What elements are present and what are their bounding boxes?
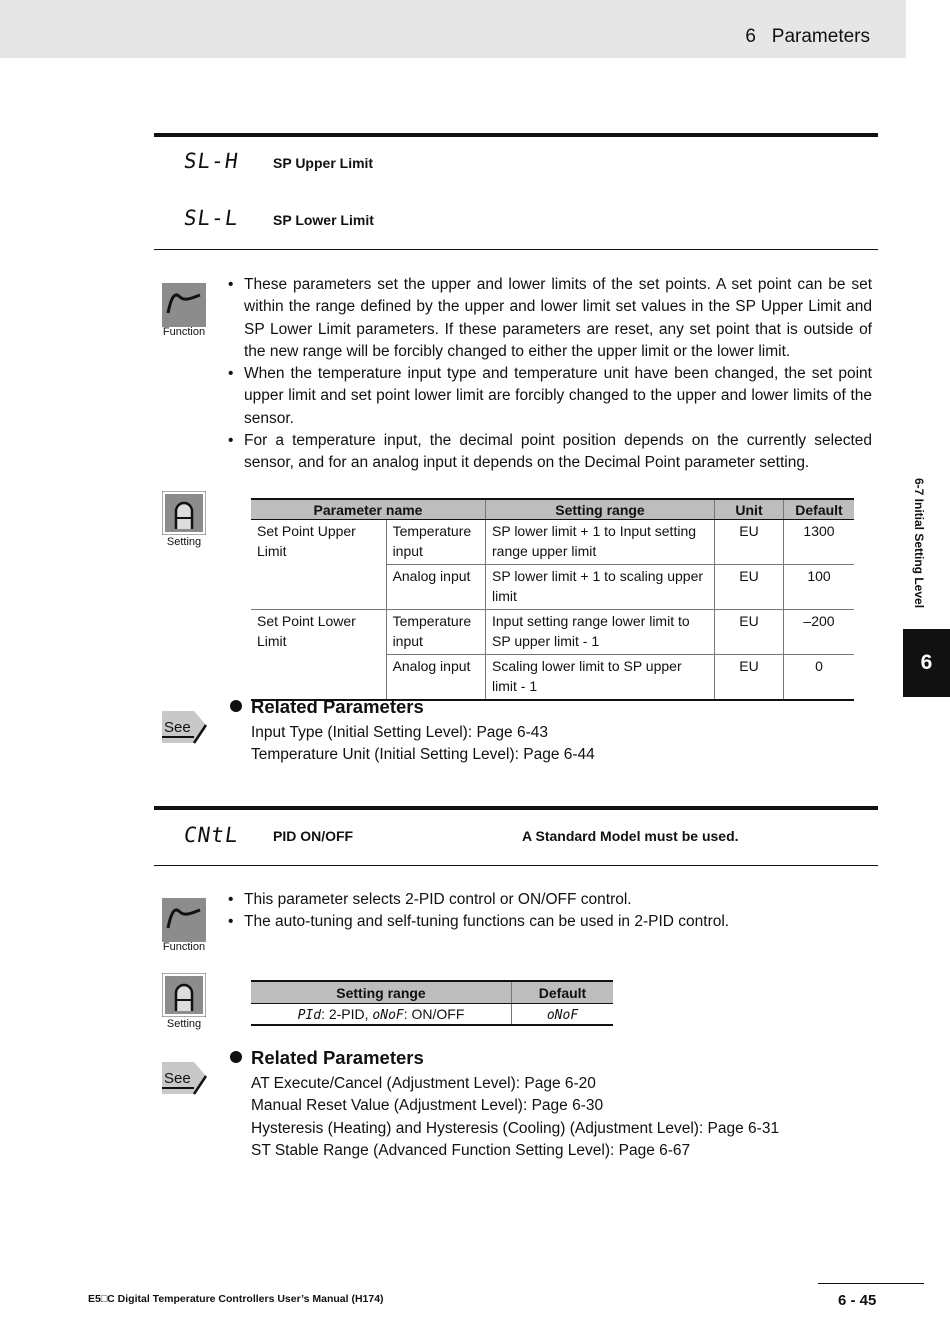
cell-range: Input setting range lower limit to SP upper limit - 1	[486, 610, 715, 655]
model-note: A Standard Model must be used.	[522, 828, 739, 844]
bullet-item: • When the temperature input type and temperature unit have been changed, the set point upper limit and set point lower limit are forcibly changed to the upper and lower limits of the sensor.	[228, 363, 872, 430]
side-level-label	[906, 478, 932, 638]
section-rule-top	[154, 133, 878, 137]
th-setting-range: Setting range	[486, 499, 715, 520]
function-bullets-2	[228, 889, 872, 934]
see-icon	[160, 703, 208, 749]
cell-unit: EU	[715, 610, 784, 655]
section-rule-bottom	[154, 249, 878, 250]
seg-code-default: oNoF	[546, 1007, 579, 1023]
cell-input: Analog input	[386, 655, 485, 701]
function-icon-label: Function	[162, 941, 206, 953]
param-code-cntl: CNtL	[182, 823, 241, 847]
section2-rule-top	[154, 806, 878, 810]
cell-default: 100	[784, 565, 855, 610]
th-parameter-name: Parameter name	[251, 499, 486, 520]
related-item: Temperature Unit (Initial Setting Level): Page 6-44	[251, 746, 595, 764]
related-item: Input Type (Initial Setting Level): Page 6-43	[251, 724, 548, 741]
related-list-2	[251, 1073, 779, 1162]
cell-default: –200	[784, 610, 855, 655]
table-row	[251, 1004, 613, 1026]
setting-icon-label: Setting	[166, 1018, 202, 1030]
cell-param: Set Point Upper Limit	[251, 520, 386, 610]
related-parameters-heading	[230, 696, 424, 718]
cell-unit: EU	[715, 655, 784, 701]
page-number: 6 - 45	[838, 1292, 877, 1309]
cell-range: Scaling lower limit to SP upper limit - 1	[486, 655, 715, 701]
related-item: ST Stable Range (Advanced Function Setting Level): Page 6-67	[251, 1141, 691, 1159]
function-icon-label: Function	[162, 326, 206, 338]
param-code-sl-l: SL-L	[182, 206, 241, 230]
setting-icon-label: Setting	[166, 536, 202, 548]
seg-code-pid: PId	[297, 1007, 322, 1023]
function-icon	[162, 283, 206, 327]
table-row	[251, 520, 854, 565]
related-item: Manual Reset Value (Adjustment Level): Page 6-30	[251, 1097, 604, 1115]
see-icon	[160, 1054, 208, 1100]
parameter-table	[251, 498, 854, 701]
th-default: Default	[512, 981, 614, 1004]
bullet-item: • The auto-tuning and self-tuning functions can be used in 2-PID control.	[228, 911, 872, 933]
footer-manual-title: E5□C Digital Temperature Controllers User’s Manual (H174)	[88, 1293, 384, 1305]
chapter-tab: 6	[903, 629, 950, 697]
param-name-pid-onoff: PID ON/OFF	[273, 828, 354, 844]
range-text: : 2-PID,	[321, 1005, 373, 1022]
setting-icon	[162, 491, 206, 535]
side-level-text: 6-7 Initial Setting Level	[912, 478, 926, 609]
cell-range	[251, 1004, 512, 1026]
param-name-sp-lower: SP Lower Limit	[273, 212, 374, 228]
param-name-sp-upper: SP Upper Limit	[273, 155, 374, 171]
section2-rule-bottom	[154, 865, 878, 866]
cell-range: SP lower limit + 1 to Input setting range upper limit	[486, 520, 715, 565]
bullet-dot	[230, 1051, 242, 1063]
table-row	[251, 610, 854, 655]
see-icon-text: See	[164, 719, 191, 736]
bullet-dot	[230, 700, 242, 712]
th-setting-range: Setting range	[251, 981, 512, 1004]
range-text: : ON/OFF	[403, 1005, 465, 1022]
page-header-title: 6 Parameters	[745, 26, 870, 47]
cell-unit: EU	[715, 520, 784, 565]
th-unit: Unit	[715, 499, 784, 520]
cell-default: 1300	[784, 520, 855, 565]
bullet-item: • This parameter selects 2-PID control or ON/OFF control.	[228, 889, 872, 911]
bullet-item: • These parameters set the upper and lower limits of the set points. A set point can be set within the range defined by the upper and lower limit set values in the SP Upper Limit and SP Lower Limit parameters. If these parameters are reset, any set point that is outside of the new range will be forcibly changed to either the upper limit or the lower limit.	[228, 274, 872, 363]
footer-rule	[818, 1283, 924, 1284]
th-default: Default	[784, 499, 855, 520]
cell-range: SP lower limit + 1 to scaling upper limit	[486, 565, 715, 610]
function-bullets	[228, 274, 872, 475]
cell-unit: EU	[715, 565, 784, 610]
related-item: AT Execute/Cancel (Adjustment Level): Page 6-20	[251, 1075, 596, 1092]
related-heading-text: Related Parameters	[251, 696, 424, 717]
cell-input: Temperature input	[386, 520, 485, 565]
bullet-item: • For a temperature input, the decimal point position depends on the currently selected sensor, and for an analog input it depends on the Decimal Point parameter setting.	[228, 430, 872, 475]
cell-default	[512, 1004, 614, 1026]
cell-param: Set Point Lower Limit	[251, 610, 386, 701]
param-code-sl-h: SL-H	[182, 149, 241, 173]
setting-icon	[162, 973, 206, 1017]
cell-input: Temperature input	[386, 610, 485, 655]
cell-default: 0	[784, 655, 855, 701]
function-icon	[162, 898, 206, 942]
see-icon-text: See	[164, 1070, 191, 1087]
seg-code-onof: oNoF	[372, 1007, 404, 1023]
related-list	[251, 722, 595, 767]
related-parameters-heading-2	[230, 1047, 424, 1069]
related-item: Hysteresis (Heating) and Hysteresis (Cooling) (Adjustment Level): Page 6-31	[251, 1119, 780, 1137]
setting-table	[251, 980, 613, 1026]
cell-input: Analog input	[386, 565, 485, 610]
related-heading-text: Related Parameters	[251, 1047, 424, 1068]
